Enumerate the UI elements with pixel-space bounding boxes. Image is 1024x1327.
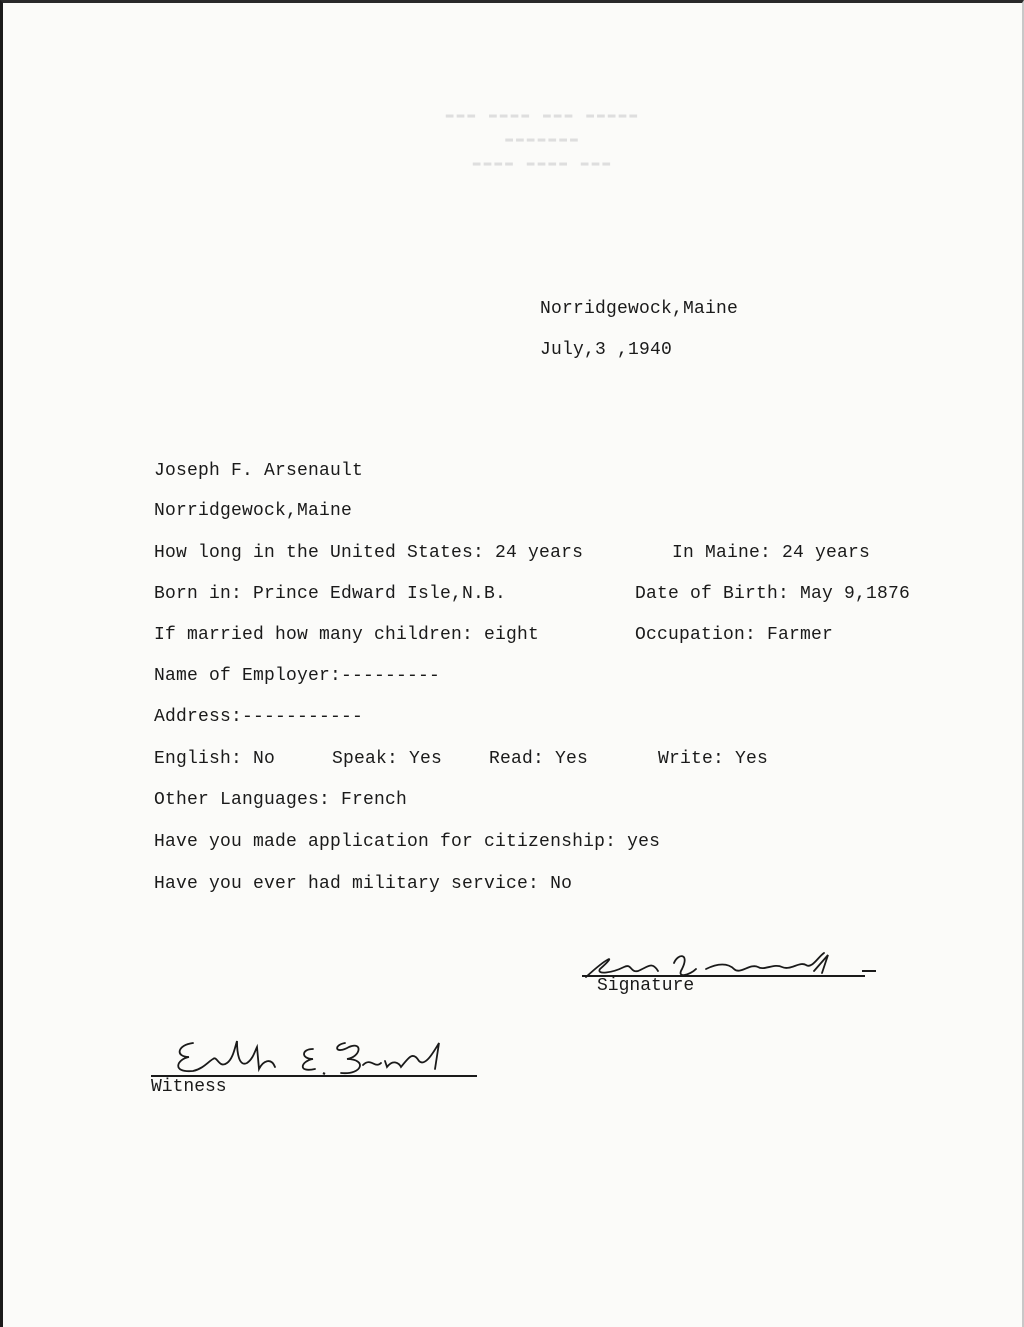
other-languages-field: Other Languages: French <box>154 790 408 810</box>
witness-label: Witness <box>151 1077 227 1097</box>
write-field: Write: Yes <box>658 749 769 769</box>
speak-field: Speak: Yes <box>332 749 443 769</box>
english-field: English: No <box>154 749 276 769</box>
applicant-name: Joseph F. Arsenault <box>154 461 364 481</box>
signature-label: Signature <box>597 976 695 996</box>
citizenship-field: Have you made application for citizenship: yes <box>154 832 661 852</box>
employer-field: Name of Employer:--------- <box>154 666 441 686</box>
bleed-through-text: ▬▬▬ ▬▬▬▬ ▬▬▬ ▬▬▬▬▬ ▬▬▬▬▬▬▬ ▬▬▬▬ ▬▬▬▬ ▬▬▬ <box>445 107 641 170</box>
date-of-birth-field: Date of Birth: May 9,1876 <box>635 584 911 604</box>
applicant-residence: Norridgewock,Maine <box>154 501 353 521</box>
place-line: Norridgewock,Maine <box>540 299 739 319</box>
read-field: Read: Yes <box>489 749 589 769</box>
maine-years-field: In Maine: 24 years <box>672 543 871 563</box>
occupation-field: Occupation: Farmer <box>635 625 834 645</box>
children-field: If married how many children: eight <box>154 625 540 645</box>
date-line: July,3 ,1940 <box>540 340 673 360</box>
born-in-field: Born in: Prince Edward Isle,N.B. <box>154 584 507 604</box>
military-field: Have you ever had military service: No <box>154 874 573 894</box>
address-field: Address:----------- <box>154 707 364 727</box>
us-years-field: How long in the United States: 24 years <box>154 543 584 563</box>
